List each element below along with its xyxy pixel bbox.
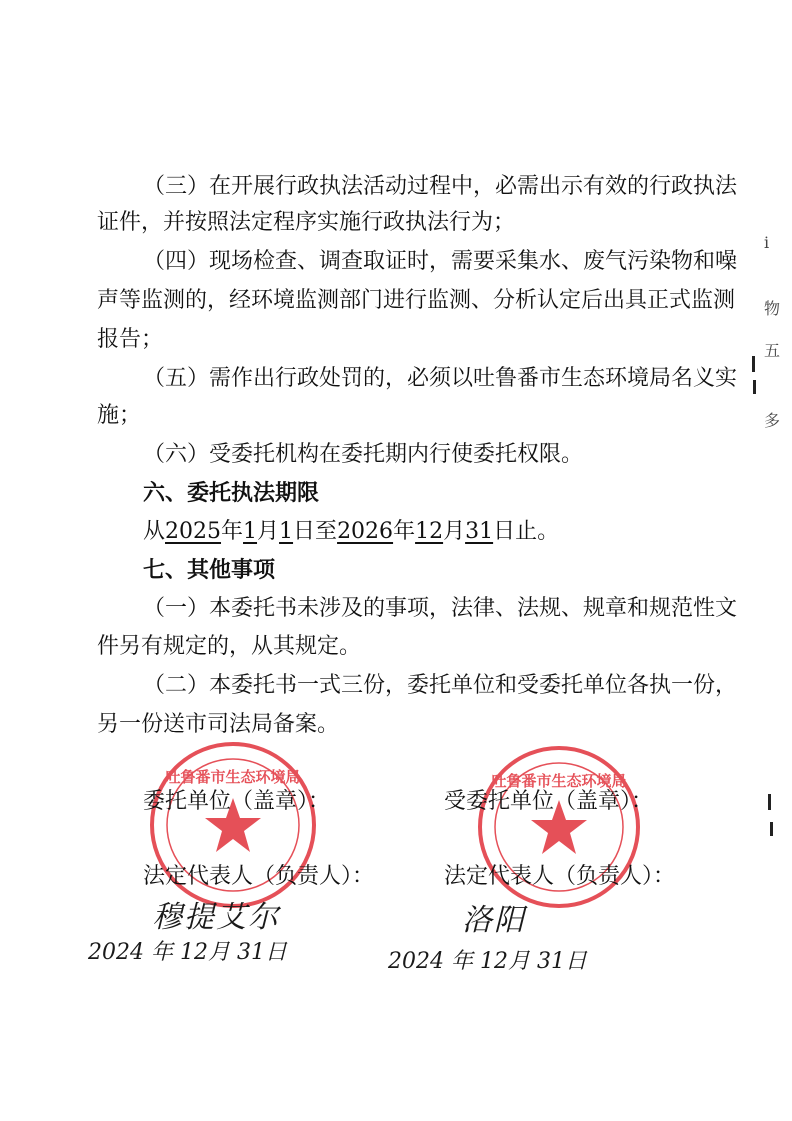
end-month-label: 月 [443, 519, 466, 544]
end-day: 31 [465, 519, 494, 544]
paragraph-5-line-2: 施； [97, 403, 142, 428]
month-label: 月 [257, 519, 280, 544]
paragraph-5-line-1: （五）需作出行政处罚的，必须以吐鲁番市生态环境局名义实 [143, 366, 738, 391]
section-7-line-3: （二）本委托书一式三份，委托单位和受委托单位各执一份， [143, 673, 738, 698]
left-signature: 穆提艾尔 [152, 900, 280, 935]
paragraph-4-line-1: （四）现场检查、调查取证时，需要采集水、废气污染物和噪 [143, 249, 738, 274]
margin-bar-4 [770, 822, 773, 836]
right-signature: 洛阳 [462, 903, 526, 938]
right-date: 2024 年 12月 31日 [388, 949, 587, 974]
end-suffix: 日止。 [493, 519, 560, 544]
day-label: 日至 [293, 519, 338, 544]
start-month: 1 [243, 519, 258, 544]
start-day: 1 [279, 519, 294, 544]
section-7-line-4: 另一份送市司法局备案。 [97, 712, 340, 737]
paragraph-4-line-3: 报告； [97, 327, 164, 352]
margin-mark-4: 多 [764, 411, 781, 430]
start-year: 2025 [165, 519, 222, 544]
margin-mark-2: 物 [764, 299, 781, 318]
left-rep-label: 法定代表人（负责人）： [143, 864, 375, 889]
margin-bar-1 [752, 356, 755, 372]
year-label: 年 [221, 519, 244, 544]
paragraph-3-line-1: （三）在开展行政执法活动过程中，必需出示有效的行政执法 [143, 174, 738, 199]
margin-bar-2 [753, 380, 756, 394]
right-seal-text: 吐鲁番市生态环境局 [491, 772, 627, 790]
end-year: 2026 [337, 519, 394, 544]
section-7-heading: 七、其他事项 [143, 558, 276, 583]
section-6-heading: 六、委托执法期限 [143, 481, 320, 506]
right-unit-label: 受委托单位（盖章）： [444, 789, 654, 814]
paragraph-3-line-2: 证件，并按照法定程序实施行政执法行为； [97, 210, 516, 235]
left-seal-text: 吐鲁番市生态环境局 [165, 768, 301, 786]
margin-mark-1: i [764, 233, 770, 252]
paragraph-4-line-2: 声等监测的，经环境监测部门进行监测、分析认定后出具正式监测 [97, 288, 736, 313]
section-7-line-1: （一）本委托书未涉及的事项，法律、法规、规章和规范性文 [143, 596, 738, 621]
period-prefix: 从 [143, 519, 166, 544]
margin-mark-3: 五 [764, 341, 781, 360]
end-year-label: 年 [393, 519, 416, 544]
margin-bar-3 [768, 794, 771, 810]
paragraph-6-line-1: （六）受委托机构在委托期内行使委托权限。 [143, 442, 584, 467]
period-line [0, 517, 792, 547]
right-rep-label: 法定代表人（负责人）： [444, 864, 676, 889]
left-date: 2024 年 12月 31日 [88, 940, 287, 965]
end-month: 12 [415, 519, 444, 544]
left-unit-label: 委托单位（盖章）： [143, 789, 331, 814]
section-7-line-2: 件另有规定的，从其规定。 [97, 634, 362, 659]
